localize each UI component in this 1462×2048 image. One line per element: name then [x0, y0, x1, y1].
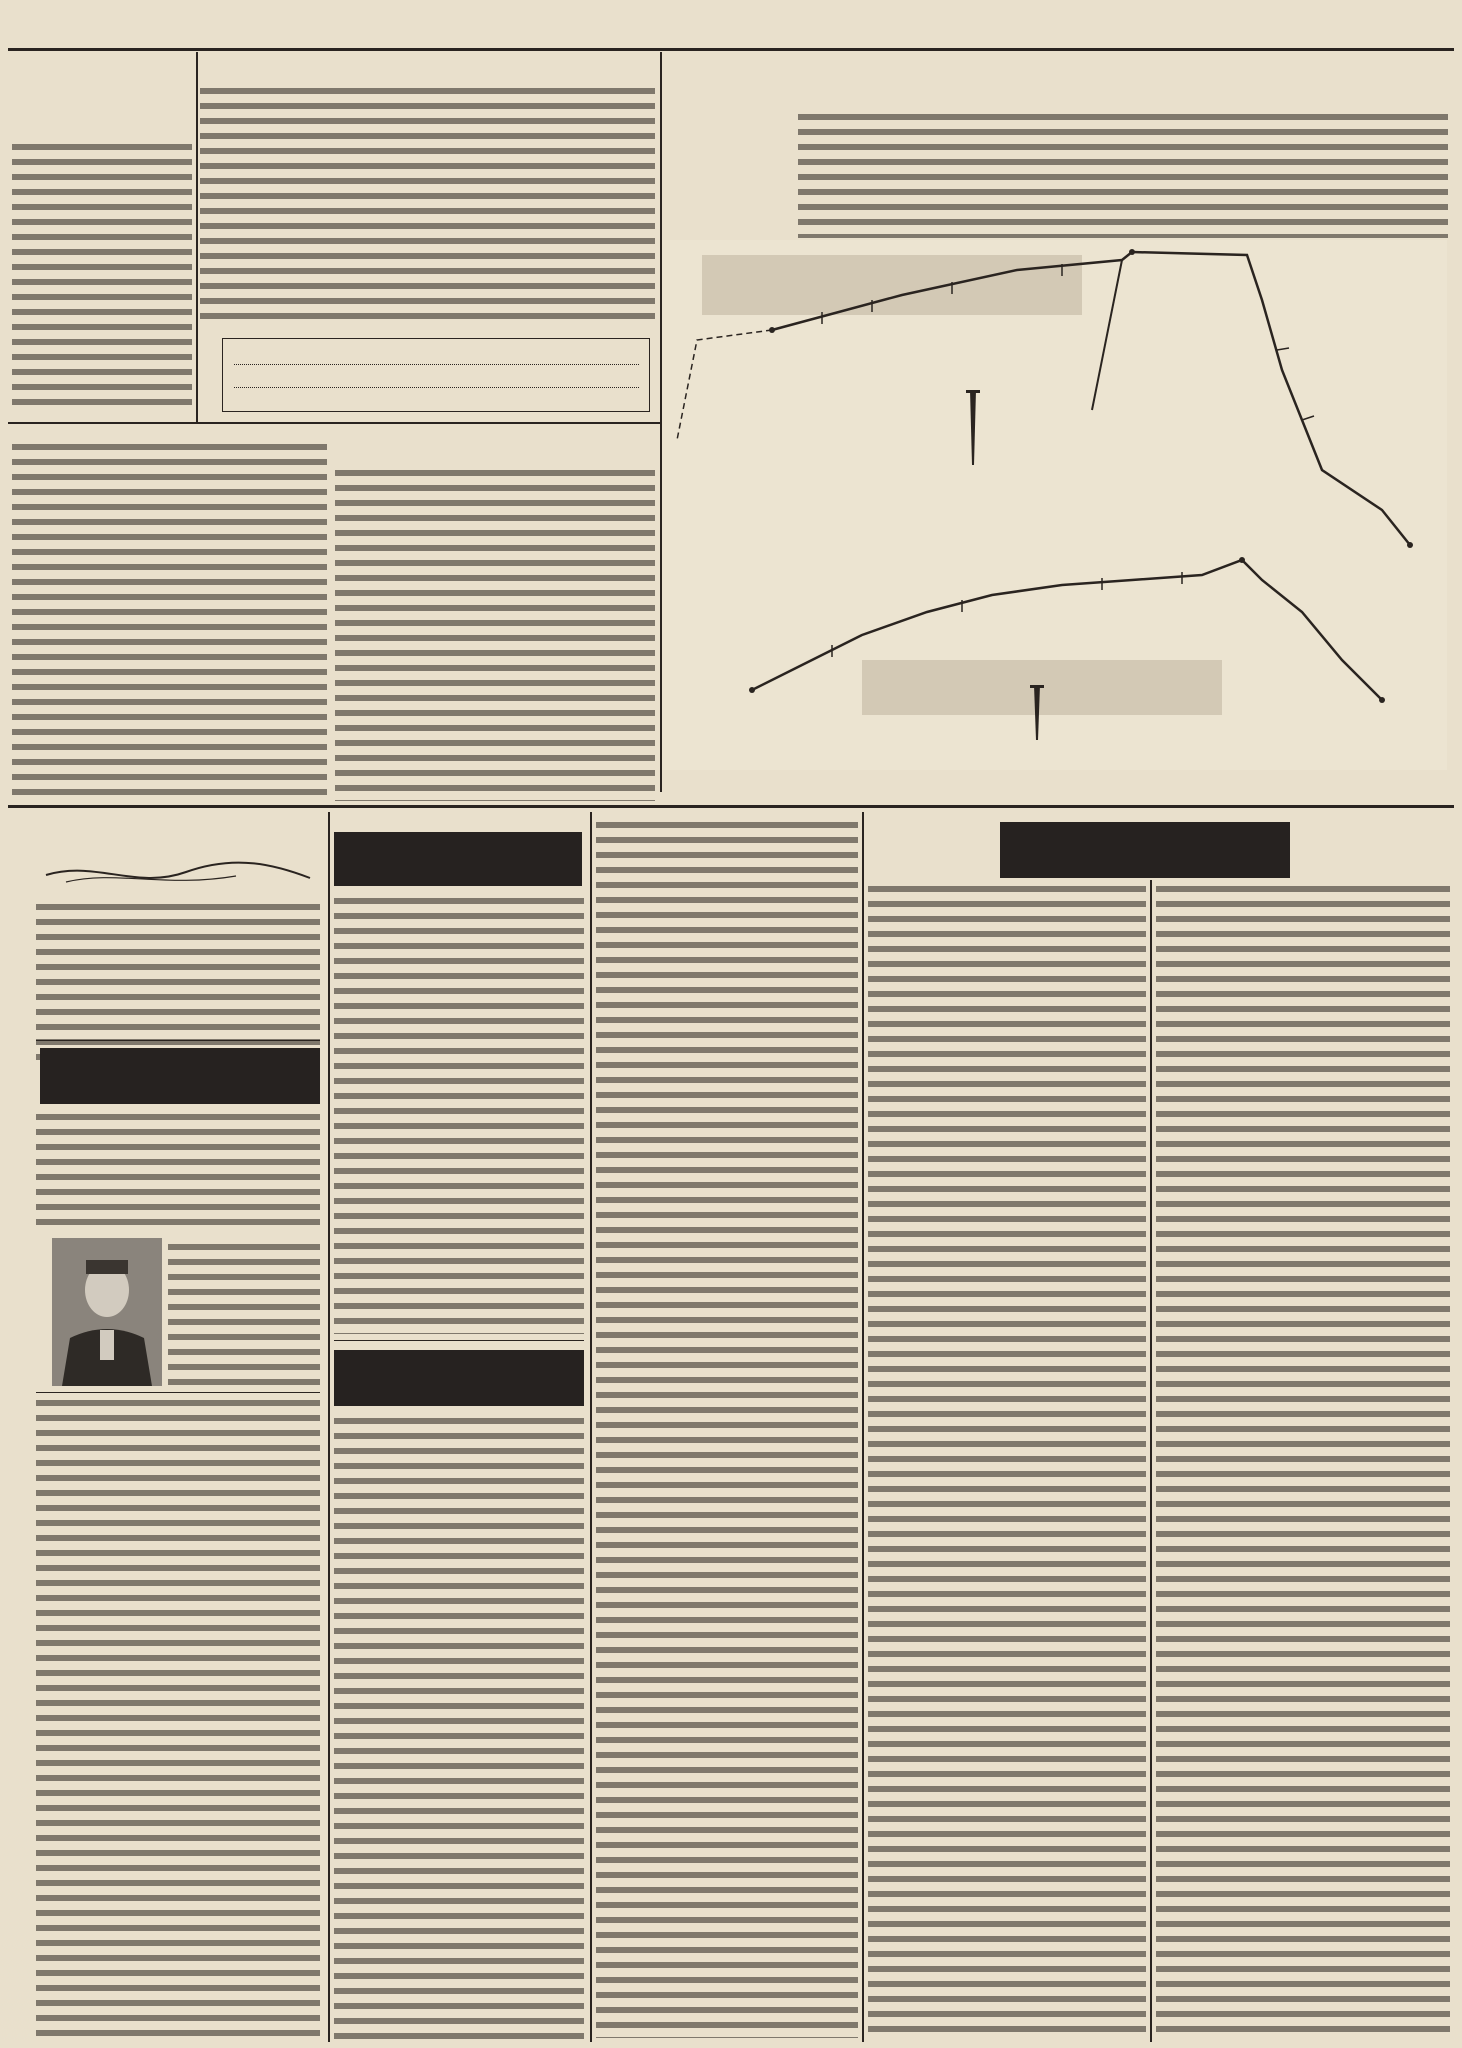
tender-body-right: [335, 466, 655, 801]
tender-body-left: [12, 440, 327, 802]
memorial-banner: [334, 832, 582, 886]
thanks-body: [36, 1110, 320, 1230]
column-rule: [660, 52, 662, 792]
portrait-icon: [52, 1238, 162, 1386]
column-rule: [862, 812, 864, 2042]
verse-notice-body: [36, 900, 320, 1060]
section-rule: [36, 1392, 320, 1393]
application-form-box: [222, 338, 650, 412]
electric-notice-title: [792, 54, 1432, 104]
thanks-banner: [40, 1048, 320, 1104]
column-rule: [196, 52, 198, 422]
condolence-banner: [334, 1350, 584, 1406]
calligraphy-flourish: [36, 860, 320, 890]
electric-notice-body: [798, 110, 1448, 238]
form-row: [234, 390, 639, 410]
portrait-caption: [168, 1240, 320, 1386]
funeral-notices-banner: [1000, 822, 1290, 878]
portrait-photo: [52, 1238, 162, 1386]
funeral-column-right: [1156, 882, 1450, 2037]
notice-column: [596, 818, 858, 2038]
column-rule: [328, 812, 330, 2042]
section-rule: [334, 1340, 584, 1341]
route-map-svg: [662, 240, 1447, 770]
admission-notice-body: [200, 84, 655, 326]
form-row: [234, 345, 639, 365]
funeral-column-middle: [868, 882, 1146, 2037]
admission-notice-title: [200, 54, 655, 80]
tender-title: [330, 430, 570, 460]
memorial-body: [334, 894, 584, 1334]
transmission-route-map: [662, 240, 1447, 770]
form-row: [234, 368, 639, 388]
representatives-title: [12, 54, 192, 82]
column-rule: [1150, 880, 1152, 2042]
half-page-rule: [8, 805, 1454, 808]
section-rule: [36, 1040, 320, 1041]
masthead-rule: [8, 48, 1454, 51]
quran-verse-calligraphy: [36, 832, 320, 892]
condolence-body: [334, 1414, 584, 2039]
verse-text: [36, 836, 320, 862]
representatives-subtitle: [12, 86, 192, 136]
section-rule: [8, 422, 660, 424]
page-number-label: [1274, 18, 1454, 44]
left-column-lower: [36, 1396, 320, 2038]
column-rule: [590, 812, 592, 2042]
representatives-body: [12, 140, 192, 410]
date-issue-line: [522, 18, 942, 44]
